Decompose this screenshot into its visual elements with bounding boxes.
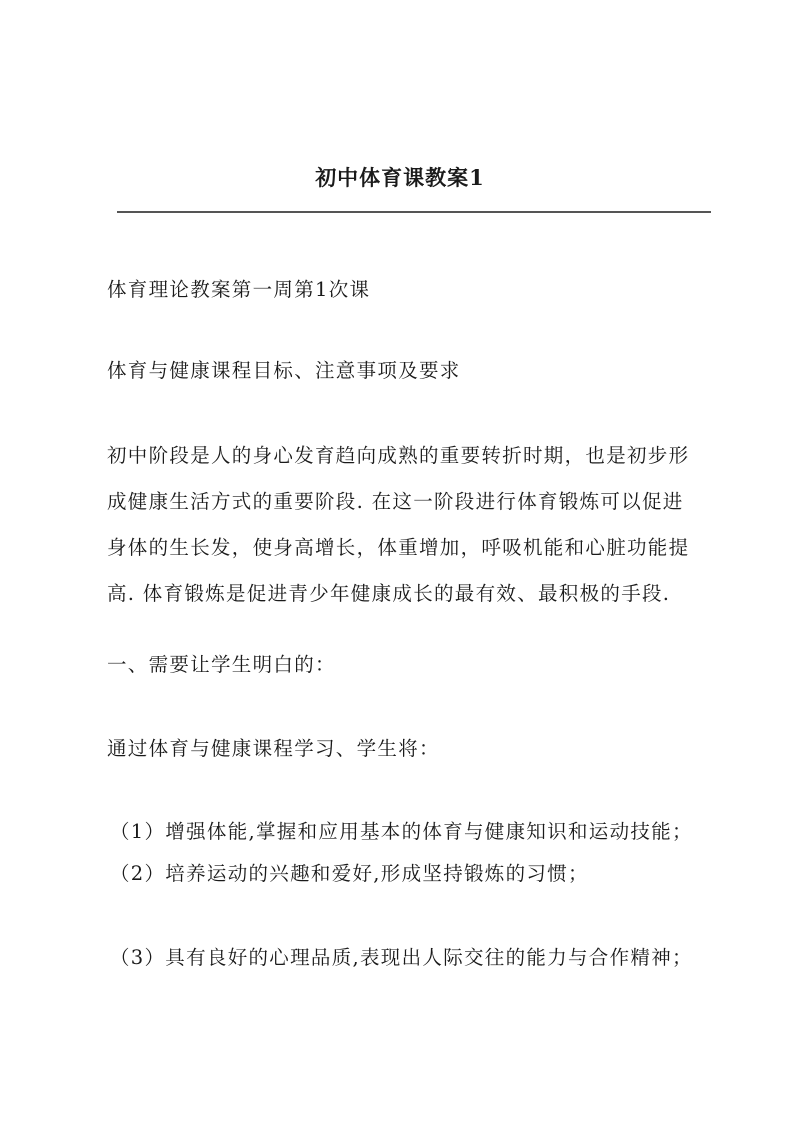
lesson-subtitle: 体育理论教案第一周第1次课 bbox=[107, 278, 371, 301]
intro-paragraph bbox=[107, 442, 713, 626]
document-title: 初中体育课教案1 bbox=[315, 165, 485, 190]
list-item: （3）具有良好的心理品质,表现出人际交往的能力与合作精神； bbox=[110, 946, 693, 969]
paragraph-line: 高. 体育锻炼是促进青少年健康成长的最有效、最积极的手段. bbox=[107, 582, 671, 605]
section-heading: 体育与健康课程目标、注意事项及要求 bbox=[107, 359, 461, 382]
paragraph-line: 身体的生长发，使身高增长，体重增加，呼吸机能和心脏功能提 bbox=[107, 536, 690, 559]
lead-in-text: 通过体育与健康课程学习、学生将： bbox=[107, 737, 440, 760]
title-divider bbox=[117, 211, 711, 213]
section-one-heading: 一、需要让学生明白的： bbox=[107, 653, 336, 676]
paragraph-line: 初中阶段是人的身心发育趋向成熟的重要转折时期，也是初步形 bbox=[107, 444, 690, 467]
paragraph-line: 成健康生活方式的重要阶段. 在这一阶段进行体育锻炼可以促进 bbox=[107, 490, 684, 513]
list-item: （1）增强体能,掌握和应用基本的体育与健康知识和运动技能； bbox=[110, 820, 693, 843]
list-item: （2）培养运动的兴趣和爱好,形成坚持锻炼的习惯； bbox=[110, 862, 589, 885]
